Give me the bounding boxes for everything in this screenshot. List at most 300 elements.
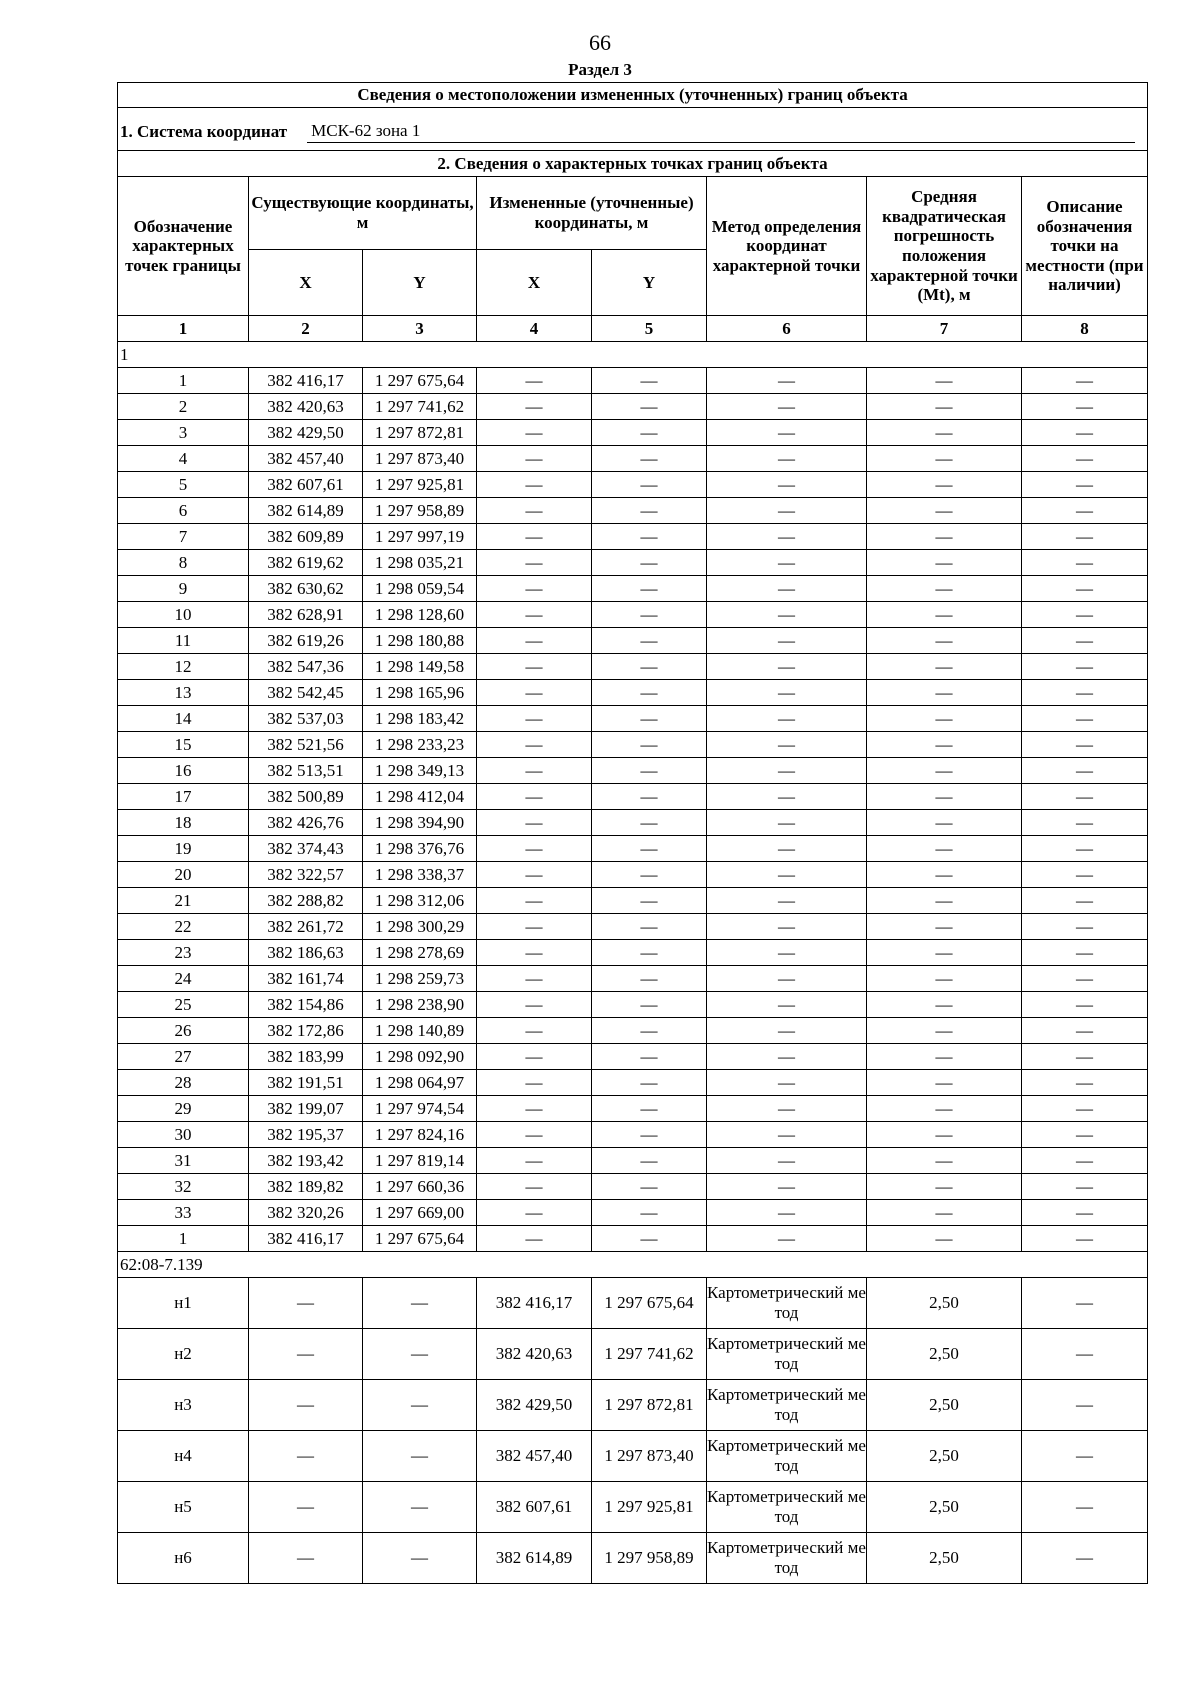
existing-y: 1 297 669,00 xyxy=(363,1200,477,1226)
empty-dash: — xyxy=(249,1431,363,1482)
empty-dash: — xyxy=(707,784,867,810)
empty-dash: — xyxy=(592,394,707,420)
empty-dash: — xyxy=(707,602,867,628)
existing-x: 382 154,86 xyxy=(249,992,363,1018)
coord-system-value: МСК-62 зона 1 xyxy=(307,121,1135,143)
header-description: Описание обозначения точки на местности (при наличии) xyxy=(1022,177,1148,316)
empty-dash: — xyxy=(707,862,867,888)
point-id: 32 xyxy=(118,1174,249,1200)
point-id: н5 xyxy=(118,1482,249,1533)
existing-x: 382 195,37 xyxy=(249,1122,363,1148)
empty-dash: — xyxy=(707,472,867,498)
empty-dash: — xyxy=(1022,992,1148,1018)
changed-x: 382 420,63 xyxy=(477,1329,592,1380)
changed-y: 1 297 958,89 xyxy=(592,1533,707,1584)
empty-dash: — xyxy=(249,1482,363,1533)
empty-dash: — xyxy=(867,758,1022,784)
existing-x: 382 630,62 xyxy=(249,576,363,602)
point-id: 27 xyxy=(118,1044,249,1070)
empty-dash: — xyxy=(592,810,707,836)
empty-dash: — xyxy=(477,1018,592,1044)
existing-y: 1 298 035,21 xyxy=(363,550,477,576)
table-row xyxy=(118,498,1148,524)
empty-dash: — xyxy=(477,966,592,992)
existing-y: 1 297 974,54 xyxy=(363,1096,477,1122)
table-row xyxy=(118,524,1148,550)
table-row xyxy=(118,576,1148,602)
empty-dash: — xyxy=(707,810,867,836)
method: Картометрический метод xyxy=(707,1278,867,1329)
existing-x: 382 457,40 xyxy=(249,446,363,472)
error-value: 2,50 xyxy=(867,1278,1022,1329)
point-id: 14 xyxy=(118,706,249,732)
boundary-table xyxy=(117,82,1148,1584)
empty-dash: — xyxy=(592,680,707,706)
point-id: н2 xyxy=(118,1329,249,1380)
table-row xyxy=(118,1148,1148,1174)
column-number: 4 xyxy=(477,316,592,342)
coord-system-label: 1. Система координат xyxy=(120,122,288,142)
point-id: 29 xyxy=(118,1096,249,1122)
coord-system-row xyxy=(118,108,1148,151)
point-id: 17 xyxy=(118,784,249,810)
empty-dash: — xyxy=(1022,420,1148,446)
existing-x: 382 288,82 xyxy=(249,888,363,914)
existing-y: 1 298 259,73 xyxy=(363,966,477,992)
empty-dash: — xyxy=(707,836,867,862)
empty-dash: — xyxy=(1022,576,1148,602)
table-row xyxy=(118,1226,1148,1252)
changed-y: 1 297 925,81 xyxy=(592,1482,707,1533)
table-row xyxy=(118,628,1148,654)
empty-dash: — xyxy=(477,576,592,602)
empty-dash: — xyxy=(592,862,707,888)
existing-x: 382 547,36 xyxy=(249,654,363,680)
point-id: 12 xyxy=(118,654,249,680)
page-number: 66 xyxy=(589,30,611,55)
empty-dash: — xyxy=(477,888,592,914)
point-id: 19 xyxy=(118,836,249,862)
empty-dash: — xyxy=(477,940,592,966)
empty-dash: — xyxy=(592,836,707,862)
existing-y: 1 298 300,29 xyxy=(363,914,477,940)
empty-dash: — xyxy=(867,550,1022,576)
empty-dash: — xyxy=(363,1431,477,1482)
empty-dash: — xyxy=(707,940,867,966)
empty-dash: — xyxy=(707,498,867,524)
point-id: 4 xyxy=(118,446,249,472)
empty-dash: — xyxy=(592,368,707,394)
empty-dash: — xyxy=(867,524,1022,550)
changed-x: 382 416,17 xyxy=(477,1278,592,1329)
table-row xyxy=(118,862,1148,888)
existing-x: 382 189,82 xyxy=(249,1174,363,1200)
empty-dash: — xyxy=(477,628,592,654)
point-id: 13 xyxy=(118,680,249,706)
empty-dash: — xyxy=(1022,1044,1148,1070)
existing-x: 382 322,57 xyxy=(249,862,363,888)
empty-dash: — xyxy=(1022,706,1148,732)
column-number: 7 xyxy=(867,316,1022,342)
table-title: Сведения о местоположении измененных (уточненных) границ объекта xyxy=(118,83,1148,108)
empty-dash: — xyxy=(592,602,707,628)
boundary-table-body xyxy=(118,83,1148,368)
empty-dash: — xyxy=(867,940,1022,966)
empty-dash: — xyxy=(592,1174,707,1200)
table-row xyxy=(118,784,1148,810)
point-id: 28 xyxy=(118,1070,249,1096)
empty-dash: — xyxy=(867,472,1022,498)
existing-x: 382 537,03 xyxy=(249,706,363,732)
existing-y: 1 298 183,42 xyxy=(363,706,477,732)
empty-dash: — xyxy=(867,810,1022,836)
empty-dash: — xyxy=(1022,550,1148,576)
empty-dash: — xyxy=(1022,446,1148,472)
existing-y: 1 298 180,88 xyxy=(363,628,477,654)
table-row xyxy=(118,550,1148,576)
empty-dash: — xyxy=(592,628,707,654)
empty-dash: — xyxy=(1022,1482,1148,1533)
existing-x: 382 513,51 xyxy=(249,758,363,784)
table-row xyxy=(118,680,1148,706)
point-id: 31 xyxy=(118,1148,249,1174)
empty-dash: — xyxy=(1022,784,1148,810)
empty-dash: — xyxy=(707,446,867,472)
point-id: н4 xyxy=(118,1431,249,1482)
empty-dash: — xyxy=(477,784,592,810)
empty-dash: — xyxy=(1022,1278,1148,1329)
table-row xyxy=(118,1533,1148,1584)
existing-x: 382 261,72 xyxy=(249,914,363,940)
empty-dash: — xyxy=(707,706,867,732)
empty-dash: — xyxy=(707,1070,867,1096)
empty-dash: — xyxy=(477,524,592,550)
empty-dash: — xyxy=(249,1278,363,1329)
empty-dash: — xyxy=(1022,1122,1148,1148)
empty-dash: — xyxy=(1022,498,1148,524)
empty-dash: — xyxy=(707,524,867,550)
existing-x: 382 186,63 xyxy=(249,940,363,966)
point-id: 15 xyxy=(118,732,249,758)
empty-dash: — xyxy=(477,862,592,888)
empty-dash: — xyxy=(477,654,592,680)
existing-y: 1 297 675,64 xyxy=(363,368,477,394)
method: Картометрический метод xyxy=(707,1329,867,1380)
table-row xyxy=(118,836,1148,862)
existing-y: 1 298 165,96 xyxy=(363,680,477,706)
existing-y: 1 298 092,90 xyxy=(363,1044,477,1070)
empty-dash: — xyxy=(1022,1533,1148,1584)
empty-dash: — xyxy=(867,1018,1022,1044)
empty-dash: — xyxy=(707,654,867,680)
empty-dash: — xyxy=(1022,472,1148,498)
existing-y: 1 298 140,89 xyxy=(363,1018,477,1044)
header-existing: Существующие координаты, м xyxy=(249,177,477,250)
existing-x: 382 628,91 xyxy=(249,602,363,628)
empty-dash: — xyxy=(592,966,707,992)
empty-dash: — xyxy=(363,1380,477,1431)
empty-dash: — xyxy=(707,1122,867,1148)
table-row xyxy=(118,810,1148,836)
point-id: 30 xyxy=(118,1122,249,1148)
empty-dash: — xyxy=(363,1482,477,1533)
table-row xyxy=(118,758,1148,784)
point-id: 7 xyxy=(118,524,249,550)
header-error: Средняя квадратическая погрешность положения характерной точки (Mt), м xyxy=(867,177,1022,316)
empty-dash: — xyxy=(592,576,707,602)
method: Картометрический метод xyxy=(707,1431,867,1482)
existing-y: 1 298 338,37 xyxy=(363,862,477,888)
empty-dash: — xyxy=(249,1329,363,1380)
existing-y: 1 298 233,23 xyxy=(363,732,477,758)
table-row xyxy=(118,394,1148,420)
existing-x: 382 199,07 xyxy=(249,1096,363,1122)
empty-dash: — xyxy=(477,368,592,394)
point-id: 26 xyxy=(118,1018,249,1044)
empty-dash: — xyxy=(1022,1431,1148,1482)
existing-x: 382 193,42 xyxy=(249,1148,363,1174)
method: Картометрический метод xyxy=(707,1533,867,1584)
empty-dash: — xyxy=(1022,1174,1148,1200)
table-row xyxy=(118,420,1148,446)
empty-dash: — xyxy=(1022,680,1148,706)
existing-x: 382 542,45 xyxy=(249,680,363,706)
existing-y: 1 298 376,76 xyxy=(363,836,477,862)
point-id: 11 xyxy=(118,628,249,654)
empty-dash: — xyxy=(1022,888,1148,914)
table-row xyxy=(118,602,1148,628)
empty-dash: — xyxy=(592,758,707,784)
empty-dash: — xyxy=(1022,914,1148,940)
existing-y: 1 298 149,58 xyxy=(363,654,477,680)
empty-dash: — xyxy=(477,1070,592,1096)
changed-y: 1 297 741,62 xyxy=(592,1329,707,1380)
changed-y: 1 297 872,81 xyxy=(592,1380,707,1431)
table-row xyxy=(118,654,1148,680)
changed-y: 1 297 873,40 xyxy=(592,1431,707,1482)
empty-dash: — xyxy=(477,732,592,758)
empty-dash: — xyxy=(477,472,592,498)
existing-x: 382 619,62 xyxy=(249,550,363,576)
changed-y: 1 297 675,64 xyxy=(592,1278,707,1329)
point-id: 1 xyxy=(118,1226,249,1252)
table-row xyxy=(118,1329,1148,1380)
existing-x: 382 416,17 xyxy=(249,1226,363,1252)
empty-dash: — xyxy=(867,368,1022,394)
existing-y: 1 298 412,04 xyxy=(363,784,477,810)
column-number: 3 xyxy=(363,316,477,342)
empty-dash: — xyxy=(867,602,1022,628)
table-row xyxy=(118,1044,1148,1070)
empty-dash: — xyxy=(707,680,867,706)
empty-dash: — xyxy=(1022,368,1148,394)
existing-x: 382 429,50 xyxy=(249,420,363,446)
empty-dash: — xyxy=(707,1200,867,1226)
empty-dash: — xyxy=(1022,1096,1148,1122)
empty-dash: — xyxy=(867,888,1022,914)
empty-dash: — xyxy=(477,680,592,706)
table-row xyxy=(118,368,1148,394)
empty-dash: — xyxy=(707,732,867,758)
empty-dash: — xyxy=(867,836,1022,862)
empty-dash: — xyxy=(1022,1148,1148,1174)
table-row xyxy=(118,1278,1148,1329)
existing-y: 1 297 741,62 xyxy=(363,394,477,420)
empty-dash: — xyxy=(1022,940,1148,966)
point-id: 3 xyxy=(118,420,249,446)
empty-dash: — xyxy=(707,576,867,602)
empty-dash: — xyxy=(592,1096,707,1122)
empty-dash: — xyxy=(867,1070,1022,1096)
empty-dash: — xyxy=(592,1148,707,1174)
group-2-header xyxy=(118,1252,1148,1278)
empty-dash: — xyxy=(867,862,1022,888)
error-value: 2,50 xyxy=(867,1380,1022,1431)
point-id: 23 xyxy=(118,940,249,966)
table-row xyxy=(118,1380,1148,1431)
existing-y: 1 298 394,90 xyxy=(363,810,477,836)
empty-dash: — xyxy=(592,550,707,576)
point-id: 9 xyxy=(118,576,249,602)
empty-dash: — xyxy=(707,758,867,784)
table-row xyxy=(118,1174,1148,1200)
empty-dash: — xyxy=(477,1226,592,1252)
empty-dash: — xyxy=(1022,524,1148,550)
empty-dash: — xyxy=(592,732,707,758)
existing-y: 1 298 312,06 xyxy=(363,888,477,914)
table-row xyxy=(118,888,1148,914)
empty-dash: — xyxy=(477,914,592,940)
existing-x: 382 614,89 xyxy=(249,498,363,524)
empty-dash: — xyxy=(363,1278,477,1329)
table-row xyxy=(118,706,1148,732)
empty-dash: — xyxy=(707,992,867,1018)
existing-x: 382 426,76 xyxy=(249,810,363,836)
empty-dash: — xyxy=(1022,1329,1148,1380)
changed-x: 382 429,50 xyxy=(477,1380,592,1431)
existing-y: 1 297 997,19 xyxy=(363,524,477,550)
table-row xyxy=(118,914,1148,940)
point-id: 2 xyxy=(118,394,249,420)
existing-x: 382 161,74 xyxy=(249,966,363,992)
existing-y: 1 298 278,69 xyxy=(363,940,477,966)
table-row xyxy=(118,1482,1148,1533)
empty-dash: — xyxy=(477,1096,592,1122)
empty-dash: — xyxy=(707,1044,867,1070)
empty-dash: — xyxy=(707,914,867,940)
empty-dash: — xyxy=(592,1070,707,1096)
point-id: 5 xyxy=(118,472,249,498)
empty-dash: — xyxy=(477,706,592,732)
empty-dash: — xyxy=(1022,628,1148,654)
existing-y: 1 298 238,90 xyxy=(363,992,477,1018)
point-id: 8 xyxy=(118,550,249,576)
existing-x: 382 500,89 xyxy=(249,784,363,810)
column-number: 2 xyxy=(249,316,363,342)
empty-dash: — xyxy=(1022,1070,1148,1096)
empty-dash: — xyxy=(867,1200,1022,1226)
header-changed-x: X xyxy=(477,250,592,316)
method: Картометрический метод xyxy=(707,1380,867,1431)
existing-y: 1 297 872,81 xyxy=(363,420,477,446)
error-value: 2,50 xyxy=(867,1431,1022,1482)
empty-dash: — xyxy=(867,446,1022,472)
error-value: 2,50 xyxy=(867,1533,1022,1584)
point-id: 24 xyxy=(118,966,249,992)
point-id: 16 xyxy=(118,758,249,784)
table-row xyxy=(118,472,1148,498)
point-id: н6 xyxy=(118,1533,249,1584)
empty-dash: — xyxy=(477,394,592,420)
empty-dash: — xyxy=(592,420,707,446)
empty-dash: — xyxy=(707,420,867,446)
empty-dash: — xyxy=(477,498,592,524)
empty-dash: — xyxy=(477,1148,592,1174)
existing-x: 382 374,43 xyxy=(249,836,363,862)
method: Картометрический метод xyxy=(707,1482,867,1533)
empty-dash: — xyxy=(592,524,707,550)
point-id: 21 xyxy=(118,888,249,914)
empty-dash: — xyxy=(477,446,592,472)
empty-dash: — xyxy=(707,628,867,654)
empty-dash: — xyxy=(592,446,707,472)
empty-dash: — xyxy=(867,1044,1022,1070)
empty-dash: — xyxy=(592,1018,707,1044)
table-row xyxy=(118,1200,1148,1226)
empty-dash: — xyxy=(1022,810,1148,836)
changed-x: 382 614,89 xyxy=(477,1533,592,1584)
empty-dash: — xyxy=(707,394,867,420)
point-id: 6 xyxy=(118,498,249,524)
header-changed: Измененные (уточненные) координаты, м xyxy=(477,177,707,250)
existing-x: 382 183,99 xyxy=(249,1044,363,1070)
empty-dash: — xyxy=(477,810,592,836)
empty-dash: — xyxy=(477,758,592,784)
empty-dash: — xyxy=(1022,966,1148,992)
empty-dash: — xyxy=(592,940,707,966)
empty-dash: — xyxy=(477,1044,592,1070)
section-title: Раздел 3 xyxy=(568,60,632,79)
empty-dash: — xyxy=(707,550,867,576)
group-label: 1 xyxy=(118,342,1148,368)
empty-dash: — xyxy=(363,1329,477,1380)
empty-dash: — xyxy=(867,992,1022,1018)
empty-dash: — xyxy=(867,576,1022,602)
empty-dash: — xyxy=(1022,654,1148,680)
existing-y: 1 297 675,64 xyxy=(363,1226,477,1252)
empty-dash: — xyxy=(867,420,1022,446)
empty-dash: — xyxy=(249,1533,363,1584)
empty-dash: — xyxy=(592,498,707,524)
column-number: 8 xyxy=(1022,316,1148,342)
empty-dash: — xyxy=(1022,1200,1148,1226)
empty-dash: — xyxy=(592,914,707,940)
existing-x: 382 191,51 xyxy=(249,1070,363,1096)
empty-dash: — xyxy=(867,680,1022,706)
table-row xyxy=(118,1018,1148,1044)
table-row xyxy=(118,446,1148,472)
point-id: 1 xyxy=(118,368,249,394)
empty-dash: — xyxy=(1022,758,1148,784)
header-existing-x: X xyxy=(249,250,363,316)
empty-dash: — xyxy=(1022,1380,1148,1431)
empty-dash: — xyxy=(592,1044,707,1070)
empty-dash: — xyxy=(867,654,1022,680)
changed-x: 382 607,61 xyxy=(477,1482,592,1533)
header-changed-y: Y xyxy=(592,250,707,316)
error-value: 2,50 xyxy=(867,1482,1022,1533)
table-row xyxy=(118,992,1148,1018)
